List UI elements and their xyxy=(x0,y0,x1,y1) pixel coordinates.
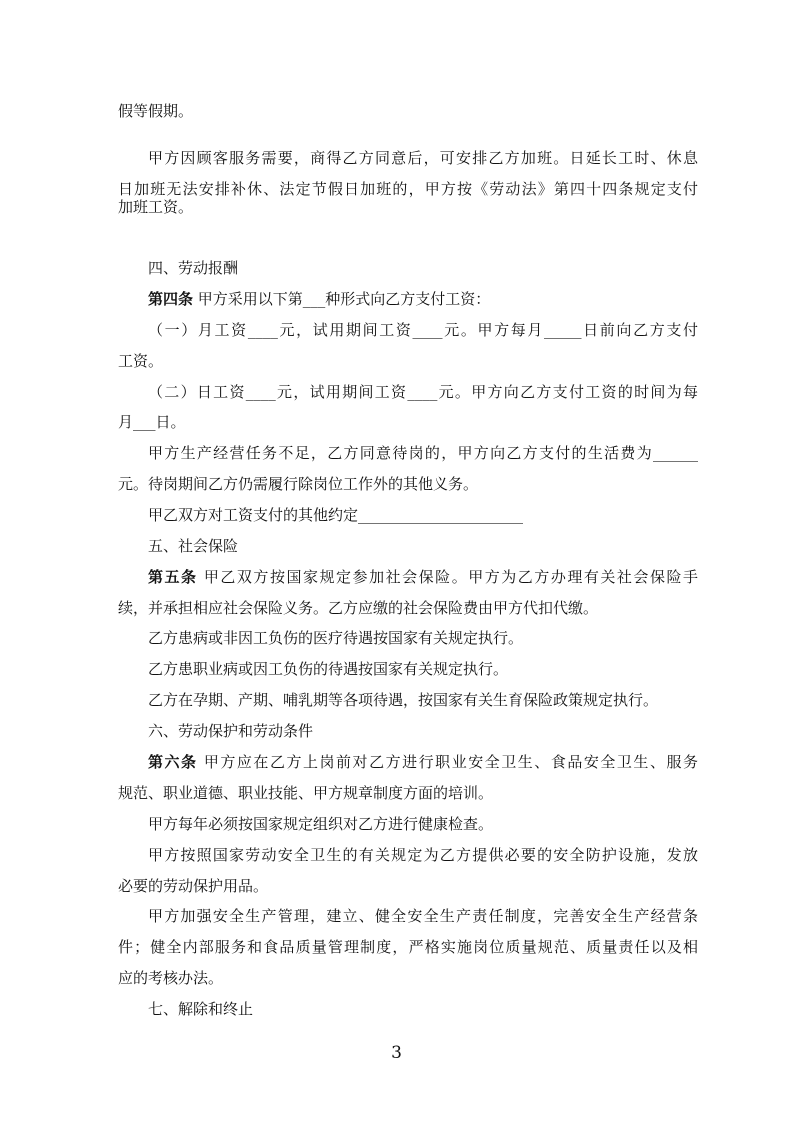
paragraph-line: 元。待岗期间乙方仍需履行除岗位工作外的其他义务。 xyxy=(118,475,479,493)
paragraph-line: 甲方生产经营任务不足，乙方同意待岗的，甲方向乙方支付的生活费为______ xyxy=(148,444,698,462)
section-heading-4: 四、劳动报酬 xyxy=(148,259,239,277)
paragraph-line: 规范、职业道德、职业技能、甲方规章制度方面的培训。 xyxy=(118,784,494,802)
paragraph-line: 续，并承担相应社会保险义务。乙方应缴的社会保险费由甲方代扣代缴。 xyxy=(118,599,599,617)
article-text: 甲方应在乙方上岗前对乙方进行职业安全卫生、食品安全卫生、服务 xyxy=(197,753,698,771)
paragraph-line: 月___日。 xyxy=(118,413,186,431)
paragraph-line: 假等假期。 xyxy=(118,102,194,120)
paragraph-line: 应的考核办法。 xyxy=(118,969,224,987)
paragraph-line: 甲方加强安全生产管理，建立、健全安全生产责任制度，完善安全生产经营条 xyxy=(148,907,698,925)
article-4 xyxy=(148,289,698,309)
section-heading-6: 六、劳动保护和劳动条件 xyxy=(148,722,314,740)
article-6 xyxy=(148,752,698,772)
article-5 xyxy=(148,567,698,587)
paragraph-line: 乙方在孕期、产期、哺乳期等各项待遇，按国家有关生育保险政策规定执行。 xyxy=(148,691,659,709)
paragraph-line: （一）月工资____元，试用期间工资____元。甲方每月_____日前向乙方支付 xyxy=(148,321,698,339)
article-label: 第六条 xyxy=(148,753,198,771)
section-heading-7: 七、解除和终止 xyxy=(148,1000,254,1018)
paragraph-line: 甲方每年必须按国家规定组织对乙方进行健康检查。 xyxy=(148,815,494,833)
article-text: 甲乙双方按国家规定参加社会保险。甲方为乙方办理有关社会保险手 xyxy=(197,568,698,586)
paragraph-line: 甲方按照国家劳动安全卫生的有关规定为乙方提供必要的安全防护设施，发放 xyxy=(148,846,698,864)
article-text: 甲方采用以下第___种形式向乙方支付工资： xyxy=(193,290,491,308)
paragraph-line: 必要的劳动保护用品。 xyxy=(118,877,269,895)
paragraph-line: 加班工资。 xyxy=(118,198,194,216)
paragraph-line: 乙方患病或非因工负伤的医疗待遇按国家有关规定执行。 xyxy=(148,629,524,647)
paragraph-line: 件；健全内部服务和食品质量管理制度，严格实施岗位质量规范、质量责任以及相 xyxy=(118,938,698,956)
paragraph-line: 乙方患职业病或因工负伤的待遇按国家有关规定执行。 xyxy=(148,660,509,678)
section-heading-5: 五、社会保险 xyxy=(148,537,239,555)
paragraph-line: 甲乙双方对工资支付的其他约定______________________ xyxy=(148,506,524,524)
paragraph-line: （二）日工资____元，试用期间工资____元。甲方向乙方支付工资的时间为每 xyxy=(148,383,698,401)
article-label: 第五条 xyxy=(148,568,198,586)
article-label: 第四条 xyxy=(148,290,194,308)
page-number: 3 xyxy=(391,1043,402,1063)
paragraph-line: 甲方因顾客服务需要，商得乙方同意后，可安排乙方加班。日延长工时、休息 xyxy=(148,149,698,167)
paragraph-line: 工资。 xyxy=(118,352,164,370)
paragraph-line: 日加班无法安排补休、法定节假日加班的，甲方按《劳动法》第四十四条规定支付 xyxy=(118,180,698,198)
